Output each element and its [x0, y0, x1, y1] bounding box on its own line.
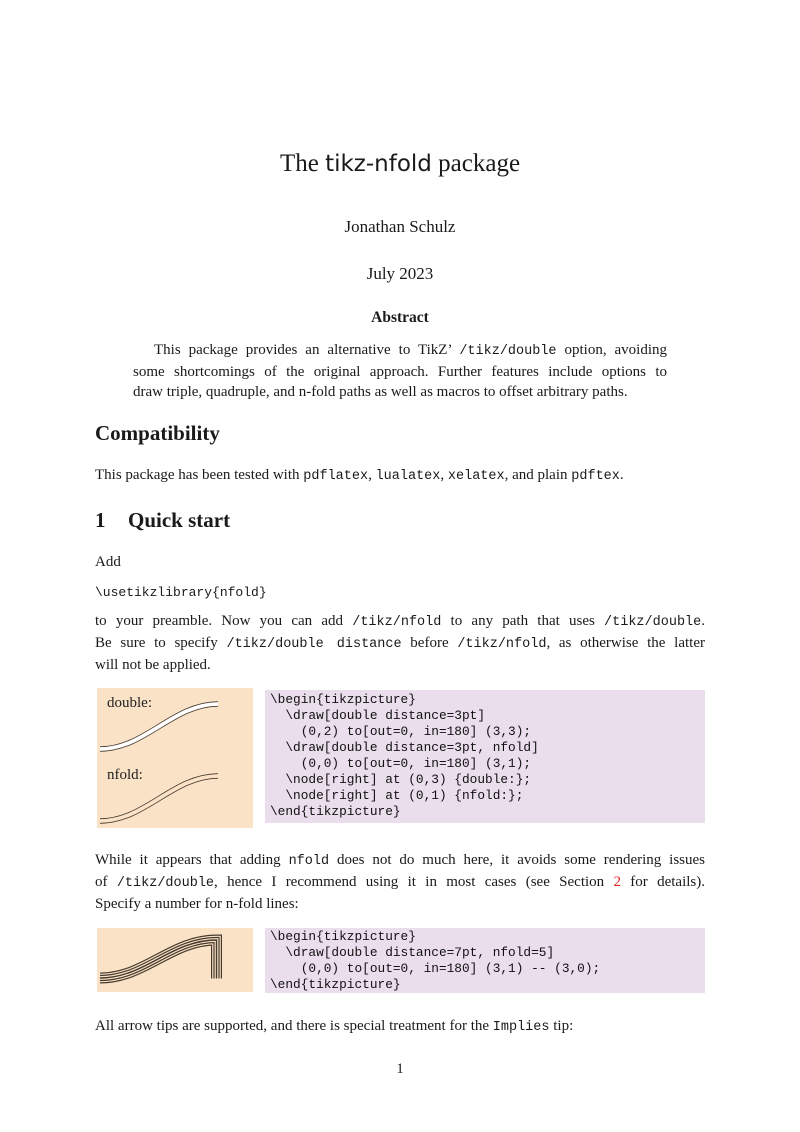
section-title: Quick start [128, 508, 231, 532]
text-run: option, avoiding [556, 342, 668, 358]
quickstart-paragraph-1 [95, 611, 705, 675]
text-run: While it appears that adding [95, 852, 289, 868]
tikz-graphic-panel [97, 928, 253, 992]
text-run: This package has been tested with [95, 467, 304, 483]
code-line: (0,2) to[out=0, in=180] (3,3); [270, 724, 532, 739]
paragraph-line [95, 872, 705, 894]
document-title [0, 150, 800, 178]
publication-date: July 2023 [366, 264, 434, 283]
compatibility-line [95, 465, 705, 487]
text-run: will not be applied. [95, 657, 211, 673]
text-run: Specify a number for n-fold lines: [95, 896, 299, 912]
text-run: . [701, 613, 705, 629]
quickstart-paragraph-2 [95, 850, 705, 914]
text-run: some shortcomings of the original approach. Further features include options to [133, 364, 667, 380]
page-number: 1 [396, 1061, 404, 1077]
author-name: Jonathan Schulz [344, 217, 456, 236]
text-run: to any path that uses [441, 613, 605, 629]
paragraph-line [95, 850, 705, 872]
code-line: \draw[double distance=3pt, nfold] [270, 740, 539, 755]
text-run: . [619, 467, 624, 483]
paragraph-line [95, 894, 705, 914]
code-listing-2 [265, 928, 705, 993]
paragraph-line [95, 611, 705, 633]
inline-code: /tikz/nfold [457, 637, 547, 652]
inline-code: /tikz/double [459, 344, 557, 359]
abstract-body [133, 340, 667, 402]
fivefold-curve-graphic [97, 928, 253, 992]
inline-code: xelatex [447, 469, 505, 484]
code-line: \end{tikzpicture} [270, 977, 401, 992]
text-run: for details). [620, 874, 706, 890]
package-name: tikz-nfold [325, 151, 432, 177]
abstract-line [133, 382, 667, 402]
inline-code: /tikz/double distance [226, 637, 402, 652]
code-line: \node[right] at (0,3) {double:}; [270, 772, 532, 787]
text-run: , [368, 467, 376, 483]
title-text-pre: The [279, 150, 326, 177]
figure-nfold-5 [97, 928, 705, 992]
title-text-post: package [431, 150, 521, 177]
code-line: \end{tikzpicture} [270, 804, 401, 819]
text-run: draw triple, quadruple, and n-fold paths as well as macros to offset arbitrary paths. [133, 384, 628, 400]
add-label: Add [95, 554, 121, 570]
code-listing-1 [265, 690, 705, 823]
paragraph-line [95, 1018, 705, 1035]
text-run: tip: [549, 1018, 574, 1034]
preamble-code: \usetikzlibrary{nfold} [95, 585, 267, 600]
inline-code: pdftex [571, 469, 620, 484]
section-number: 1 [95, 508, 106, 532]
inline-code: Implies [492, 1020, 550, 1035]
text-run: This package provides an alternative to TikZ’ [154, 342, 460, 358]
code-line: \node[right] at (0,1) {nfold:}; [270, 788, 524, 803]
abstract-line [133, 340, 667, 362]
inline-code: /tikz/double [116, 876, 215, 891]
code-line: \draw[double distance=3pt] [270, 708, 486, 723]
curve-label-double: double: [107, 695, 152, 711]
figure-double-vs-nfold [97, 688, 705, 828]
inline-code: /tikz/nfold [352, 615, 442, 630]
code-line: (0,0) to[out=0, in=180] (3,1) -- (3,0); [270, 961, 601, 976]
text-run: does not do much here, it avoids some rendering issues [329, 852, 705, 868]
code-line: \begin{tikzpicture} [270, 929, 416, 944]
text-run: Be sure to specify [95, 635, 227, 651]
paragraph-line [95, 655, 705, 675]
code-line: \draw[double distance=7pt, nfold=5] [270, 945, 555, 960]
closing-paragraph [95, 1018, 705, 1035]
tikz-graphic-panel [97, 688, 253, 828]
abstract-line [133, 362, 667, 382]
text-run: , and plain [504, 467, 572, 483]
section-ref-link[interactable]: 2 [613, 874, 621, 890]
text-run: of [95, 874, 117, 890]
paragraph-line [95, 633, 705, 655]
text-run: before [401, 635, 458, 651]
text-run: , [440, 467, 448, 483]
inline-code: nfold [288, 854, 330, 869]
compatibility-paragraph [95, 465, 705, 487]
quickstart-heading [95, 508, 230, 533]
text-run: , hence I recommend using it in most cases (see Section [214, 874, 614, 890]
inline-code: pdflatex [303, 469, 369, 484]
abstract-heading: Abstract [371, 309, 429, 326]
inline-code: lualatex [375, 469, 441, 484]
code-line: \begin{tikzpicture} [270, 692, 416, 707]
compatibility-heading: Compatibility [95, 421, 220, 445]
text-run: All arrow tips are supported, and there is special treatment for the [95, 1018, 493, 1034]
text-run: to your preamble. Now you can add [95, 613, 353, 629]
code-line: (0,0) to[out=0, in=180] (3,1); [270, 756, 532, 771]
inline-code: /tikz/double [604, 615, 702, 630]
text-run: , as otherwise the latter [546, 635, 705, 651]
curve-label-nfold: nfold: [107, 767, 143, 783]
